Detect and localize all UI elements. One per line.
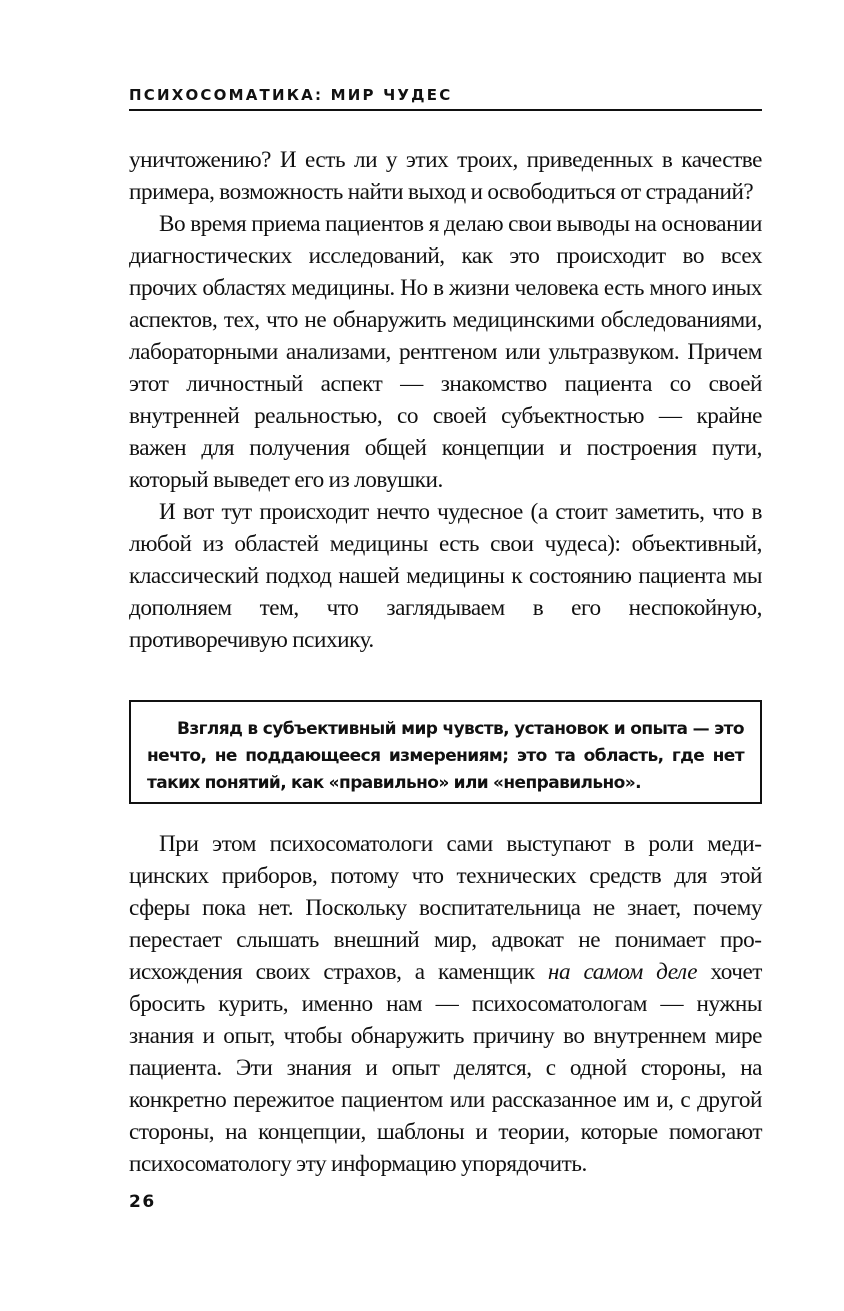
callout-text: Взгляд в субъективный мир чувств, установок и опыта — это нечто, не поддающееся измерениям; это та область, где нет таких понятий, как «правильно» или «неправильно».	[147, 719, 744, 793]
callout-box	[129, 700, 762, 804]
paragraph-continuation: уничтожению? И есть ли у этих троих, приведенных в качестве примера, возможность найти выход и освободиться от страданий?	[129, 147, 762, 205]
paragraph-miracle: И вот тут происходит нечто чудесное (а стоит заметить, что в любой из областей медицины есть свои чудеса): объективный, классический подход нашей медицины к состоянию пациента мы дополняем тем, что заглядываем в его неспокойную, противоречивую психику.	[129, 499, 762, 653]
running-head: ПСИХОСОМАТИКА: МИР ЧУДЕС	[129, 86, 453, 104]
header-rule	[129, 109, 762, 111]
paragraph-psychosomatologists	[129, 828, 762, 1180]
page-number: 26	[129, 1192, 156, 1212]
body-text-bottom	[129, 828, 762, 1180]
paragraph-diagnostics: Во время приема пациентов я делаю свои выводы на основании диагностических исследований, как это происходит во всех прочих областях медицины. Но в жизни человека есть много иных аспектов, тех, что не обнаружить медицинскими обследованиями, лабораторными анализами, рентгеном или ультразвуком. Причем этот личностный аспект — знакомство пациента со своей внутренней реальностью, со своей субъектностью — крайне важен для получения общей концепции и построения пути, который выведет его из ловушки.	[129, 211, 762, 493]
text-run: хочет бросить курить, именно нам — психосоматологам — нужны знания и опыт, чтобы обнаружить причину во внутреннем мире пациента. Эти знания и опыт делятся, с одной стороны, на конкретно пережитое пациентом или рассказанное им и, с другой стороны, на концепции, шаблоны и теории, которые помогают психосоматологу эту информацию упорядочить.	[129, 959, 762, 1177]
italic-emphasis: на самом деле	[547, 959, 698, 985]
body-text-top	[129, 144, 762, 656]
text-run: При этом психосоматологи сами выступают в роли медицинских приборов, потому что технических средств для этой сферы пока нет. Поскольку воспитательница не знает, почему перестает слышать внешний мир, адвокат не понимает происхождения своих страхов, а каменщик	[129, 831, 762, 985]
book-page	[129, 0, 762, 1311]
